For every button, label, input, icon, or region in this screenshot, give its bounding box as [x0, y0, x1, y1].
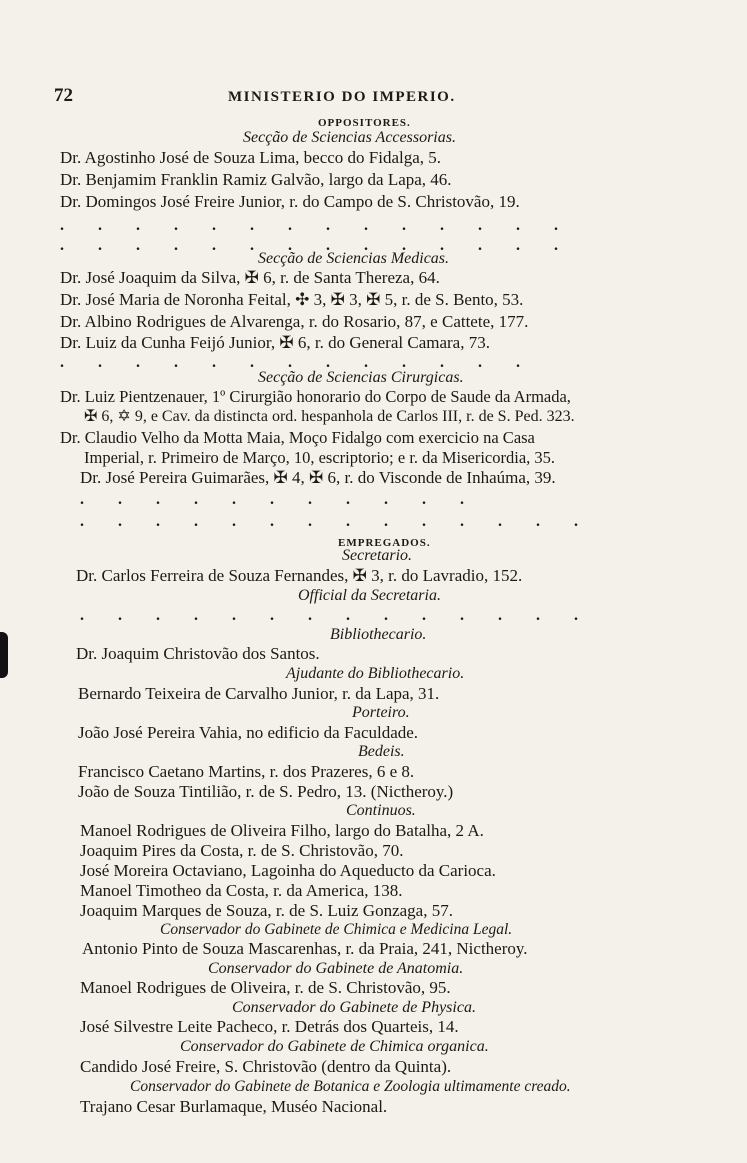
conservador-botanica-title: Conservador do Gabinete de Botanica e Zoologia ultimamente creado. [130, 1078, 571, 1095]
entry-line: José Silvestre Leite Pacheco, r. Detrás dos Quarteis, 14. [80, 1017, 459, 1036]
ajudante-title: Ajudante do Bibliothecario. [286, 665, 465, 682]
page-title: MINISTERIO DO IMPERIO. [228, 89, 456, 105]
porteiro-title: Porteiro. [352, 704, 410, 721]
official-title: Official da Secretaria. [298, 587, 441, 604]
dots-row: . . . . . . . . . . . . . [60, 354, 535, 371]
entry-line: Dr. Joaquim Christovão dos Santos. [76, 644, 320, 663]
entry-line: Manoel Rodrigues de Oliveira, r. de S. Christovão, 95. [80, 978, 451, 997]
dots-row: . . . . . . . . . . . . . . [60, 237, 573, 254]
page-number: 72 [54, 85, 73, 106]
entry-line: Joaquim Pires da Costa, r. de S. Christovão, 70. [80, 841, 404, 860]
entry-line: João José Pereira Vahia, no edificio da Faculdade. [78, 723, 419, 742]
entry-line: Dr. José Joaquim da Silva, ✠ 6, r. de Santa Thereza, 64. [60, 268, 440, 287]
dots-row: . . . . . . . . . . . . . . [80, 607, 593, 624]
section-title-accessorias: Secção de Sciencias Accessorias. [243, 129, 456, 146]
dots-row: . . . . . . . . . . . [80, 491, 479, 508]
entry-line: Dr. Benjamim Franklin Ramiz Galvão, largo da Lapa, 46. [60, 170, 452, 189]
bedeis-title: Bedeis. [358, 743, 405, 760]
entry-line: Dr. Luiz da Cunha Feijó Junior, ✠ 6, r. do General Camara, 73. [60, 333, 490, 352]
entry-line: Dr. José Pereira Guimarães, ✠ 4, ✠ 6, r. do Visconde de Inhaúma, 39. [80, 468, 556, 487]
entry-line: José Moreira Octaviano, Lagoinha do Aqueducto da Carioca. [80, 861, 496, 880]
entry-line: Trajano Cesar Burlamaque, Muséo Nacional. [80, 1097, 388, 1116]
entry-line: Francisco Caetano Martins, r. dos Prazeres, 6 e 8. [78, 762, 415, 781]
secretario-title: Secretario. [342, 547, 413, 564]
entry-line: Manoel Rodrigues de Oliveira Filho, largo do Batalha, 2 A. [80, 821, 484, 840]
conservador-organica-title: Conservador do Gabinete de Chimica organica. [180, 1038, 489, 1055]
entry-line: Dr. Carlos Ferreira de Souza Fernandes, ✠ 3, r. do Lavradio, 152. [76, 566, 523, 585]
oppositores-heading: OPPOSITORES. [318, 117, 411, 129]
entry-line: Dr. Albino Rodrigues de Alvarenga, r. do Rosario, 87, e Cattete, 177. [60, 312, 529, 331]
bibliothecario-title: Bibliothecario. [330, 626, 427, 643]
entry-line: Dr. Luiz Pientzenauer, 1º Cirurgião honorario do Corpo de Saude da Armada, [60, 387, 571, 406]
entry-line: Bernardo Teixeira de Carvalho Junior, r. da Lapa, 31. [78, 684, 440, 703]
entry-line: Manoel Timotheo da Costa, r. da America, 138. [80, 881, 403, 900]
page-edge-mark [0, 632, 8, 678]
entry-line: Dr. Agostinho José de Souza Lima, becco do Fidalga, 5. [60, 148, 442, 167]
entry-line: Joaquim Marques de Souza, r. de S. Luiz Gonzaga, 57. [80, 901, 453, 920]
entry-line: Dr. Domingos José Freire Junior, r. do Campo de S. Christovão, 19. [60, 192, 520, 211]
section-title-cirurgicas: Secção de Sciencias Cirurgicas. [258, 369, 464, 386]
entry-line: Dr. José Maria de Noronha Feital, ✣ 3, ✠ 3, ✠ 5, r. de S. Bento, 53. [60, 290, 524, 309]
section-title-medicas: Secção de Sciencias Medicas. [258, 250, 450, 267]
entry-line: ✠ 6, ✡ 9, e Cav. da distincta ord. hespanhola de Carlos III, r. de S. Ped. 323. [84, 408, 575, 425]
dots-row: . . . . . . . . . . . . . . [80, 513, 593, 530]
conservador-anatomia-title: Conservador do Gabinete de Anatomia. [208, 960, 464, 977]
dots-row: . . . . . . . . . . . . . . [60, 217, 573, 234]
entry-line: João de Souza Tintilião, r. de S. Pedro, 13. (Nictheroy.) [78, 782, 454, 801]
entry-line: Candido José Freire, S. Christovão (dentro da Quinta). [80, 1057, 452, 1076]
continuos-title: Continuos. [346, 802, 416, 819]
entry-line: Imperial, r. Primeiro de Março, 10, escriptorio; e r. da Misericordia, 35. [84, 448, 556, 467]
conservador-chimica-legal-title: Conservador do Gabinete de Chimica e Medicina Legal. [160, 921, 513, 938]
conservador-physica-title: Conservador do Gabinete de Physica. [232, 999, 476, 1016]
empregados-heading: EMPREGADOS. [338, 537, 431, 549]
entry-line: Antonio Pinto de Souza Mascarenhas, r. da Praia, 241, Nictheroy. [82, 939, 528, 958]
entry-line: Dr. Claudio Velho da Motta Maia, Moço Fidalgo com exercicio na Casa [60, 428, 535, 447]
